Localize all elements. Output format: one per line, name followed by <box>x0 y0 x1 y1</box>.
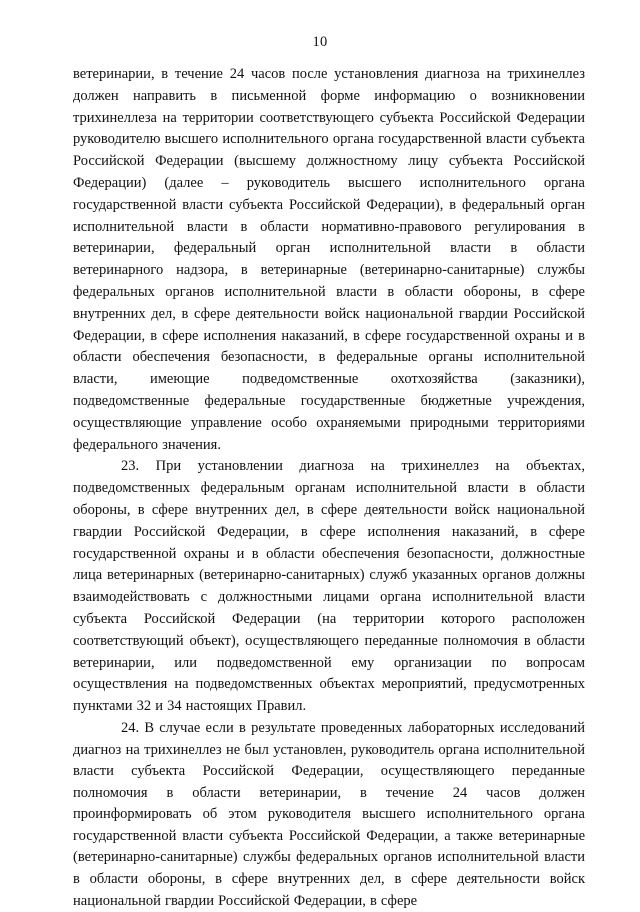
page-number: 10 <box>312 34 328 50</box>
document-body <box>73 64 585 912</box>
paragraph-24: 24. В случае если в результате проведенных лабораторных исследований диагноз на трихинеллез не был установлен, руководитель органа исполнительной власти субъекта Российской Федерации, осуществляющего переданные полномочия в области ветеринарии, в течение 24 часов должен проинформировать об этом руководителя высшего исполнительного органа государственной власти субъекта Российской Федерации, а также ветеринарные (ветеринарно-санитарные) службы федеральных органов исполнительной власти в области обороны, в сфере внутренних дел, в сфере деятельности войск национальной гвардии Российской Федерации, в сфере <box>73 719 585 909</box>
paragraph-continuation: ветеринарии, в течение 24 часов после установления диагноза на трихинеллез должен направить в письменной форме информацию о возникновении трихинеллеза на территории соответствующего субъекта Российской Федерации руководителю высшего исполнительного органа государственной власти субъекта Российской Федерации (высшему должностному лицу субъекта Российской Федерации) (далее – руководитель высшего исполнительного органа государственной власти субъекта Российской Федерации), в федеральный орган исполнительной власти в области нормативно-правового регулирования в ветеринарии, федеральный орган исполнительной власти в области ветеринарного надзора, в ветеринарные (ветеринарно-санитарные) службы федеральных органов исполнительной власти в области обороны, в сфере внутренних дел, в сфере деятельности войск национальной гвардии Российской Федерации, в сфере исполнения наказаний, в сфере государственной охраны и в области обеспечения безопасности, в федеральные органы исполнительной власти, имеющие подведомственные охотхозяйства (заказники), подведомственные федеральные государственные бюджетные учреждения, осуществляющие управление особо охраняемыми природными территориями федерального значения. <box>73 66 585 453</box>
paragraph-23: 23. При установлении диагноза на трихинеллез на объектах, подведомственных федеральным органам исполнительной власти в области обороны, в сфере внутренних дел, в сфере деятельности войск национальной гвардии Российской Федерации, в сфере исполнения наказаний, в сфере государственной охраны и в области обеспечения безопасности, должностные лица ветеринарных (ветеринарно-санитарных) служб указанных органов должны взаимодействовать с должностными лицами органа исполнительной власти субъекта Российской Федерации (на территории которого расположен соответствующий объект), осуществляющего переданные полномочия в области ветеринарии, или подведомственной ему организации по вопросам осуществления на подведомственных объектах мероприятий, предусмотренных пунктами 32 и 34 настоящих Правил. <box>73 458 585 715</box>
